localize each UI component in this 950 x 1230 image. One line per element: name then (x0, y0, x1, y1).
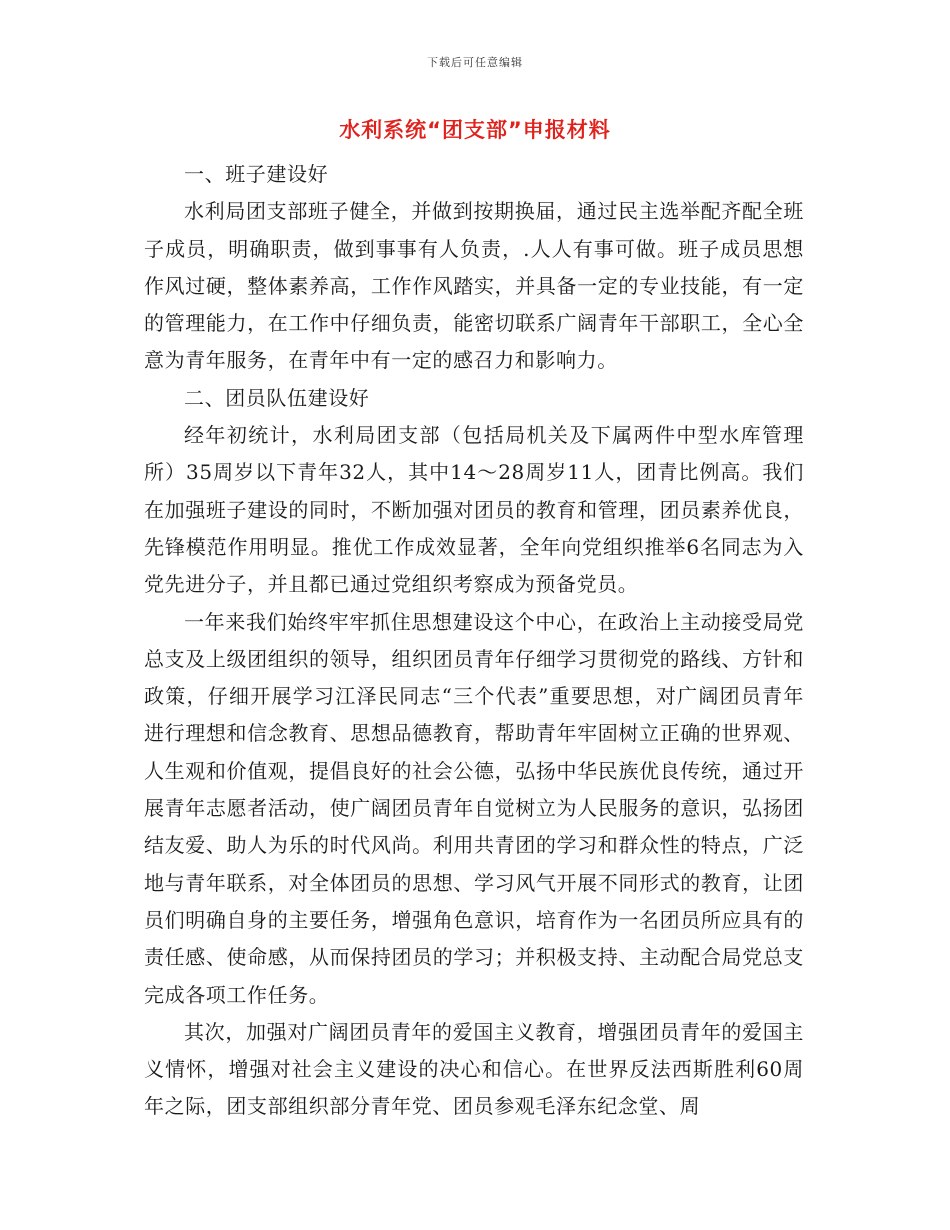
section-heading-1: 一、班子建设好 (184, 162, 329, 186)
paragraph-patriotism: 其次，加强对广阔团员青年的爱国主义教育，增强团员青年的爱国主义情怀，增强对社会主义建设的决心和信心。在世界反法西斯胜利60周年之际，团支部组织部分青年党、团员参观毛泽东纪念堂、周 (144, 1019, 804, 1119)
section-heading-2: 二、团员队伍建设好 (184, 385, 370, 410)
document-body (144, 156, 804, 1126)
paragraph-member-stats: 经年初统计，水利局团支部（包括局机关及下属两件中型水库管理所）35周岁以下青年32人，其中14～28周岁11人，团青比例高。我们在加强班子建设的同时，不断加强对团员的教育和管理，团员素养优良，先锋模范作用明显。推优工作成效显著，全年向党组织推举6名同志为入党先进分子，并且都已通过党组织考察成为预备党员。 (144, 423, 804, 597)
document-title: 水利系统“团支部”申报材料 (339, 118, 611, 142)
header-note: 下载后可任意编辑 (427, 56, 523, 69)
paragraph-team-building: 水利局团支部班子健全，并做到按期换届，通过民主选举配齐配全班子成员，明确职责，做到事事有人负责，.人人有事可做。班子成员思想作风过硬，整体素养高，工作作风踏实，并具备一定的专业技能，有一定的管理能力，在工作中仔细负责，能密切联系广阔青年干部职工，全心全意为青年服务，在青年中有一定的感召力和影响力。 (144, 199, 804, 373)
paragraph-ideology: 一年来我们始终牢牢抓住思想建设这个中心，在政治上主动接受局党总支及上级团组织的领导，组织团员青年仔细学习贯彻党的路线、方针和政策，仔细开展学习江泽民同志“三个代表”重要思想，对广阔团员青年进行理想和信念教育、思想品德教育，帮助青年牢固树立正确的世界观、人生观和价值观，提倡良好的社会公德，弘扬中华民族优良传统，通过开展青年志愿者活动，使广阔团员青年自觉树立为人民服务的意识，弘扬团结友爱、助人为乐的时代风尚。利用共青团的学习和群众性的特点，广泛地与青年联系，对全体团员的思想、学习风气开展不同形式的教育，让团员们明确自身的主要任务，增强角色意识，培育作为一名团员所应具有的责任感、使命感，从而保持团员的学习；并积极支持、主动配合局党总支完成各项工作任务。 (144, 609, 804, 1007)
